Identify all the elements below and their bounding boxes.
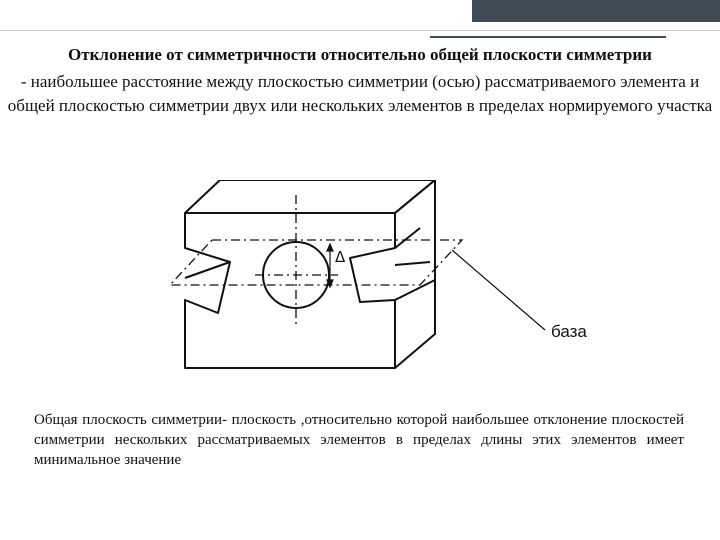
base-label: база <box>551 322 587 341</box>
right-slot-edge <box>395 228 420 248</box>
slide-title: Отклонение от симметричности относительно общей плоскости симметрии <box>68 45 652 64</box>
base-leader-line <box>452 250 545 330</box>
top-face <box>185 180 435 213</box>
top-divider <box>0 30 720 31</box>
front-face <box>185 213 395 368</box>
delta-symbol: Δ <box>335 248 346 266</box>
top-decoration <box>0 0 720 22</box>
definition-text: - наибольшее расстояние между плоскостью симметрии (осью) рассматриваемого элемента и общей плоскостью симметрии двух или нескольких элементов в пределах нормируемого участка <box>7 72 713 115</box>
top-accent-bar <box>472 0 720 22</box>
note-text: Общая плоскость симметрии- плоскость ,относительно которой наибольшее отклонение плоскостей симметрии нескольких рассматриваемых элементов в пределах длины этих элементов имеет минимальное значение <box>34 412 684 468</box>
left-slot-edge <box>185 262 230 278</box>
symmetry-drawing <box>150 180 590 390</box>
right-slot-edge-2 <box>395 262 430 265</box>
right-face-bottom <box>395 280 435 368</box>
title-underline-accent <box>430 36 666 38</box>
